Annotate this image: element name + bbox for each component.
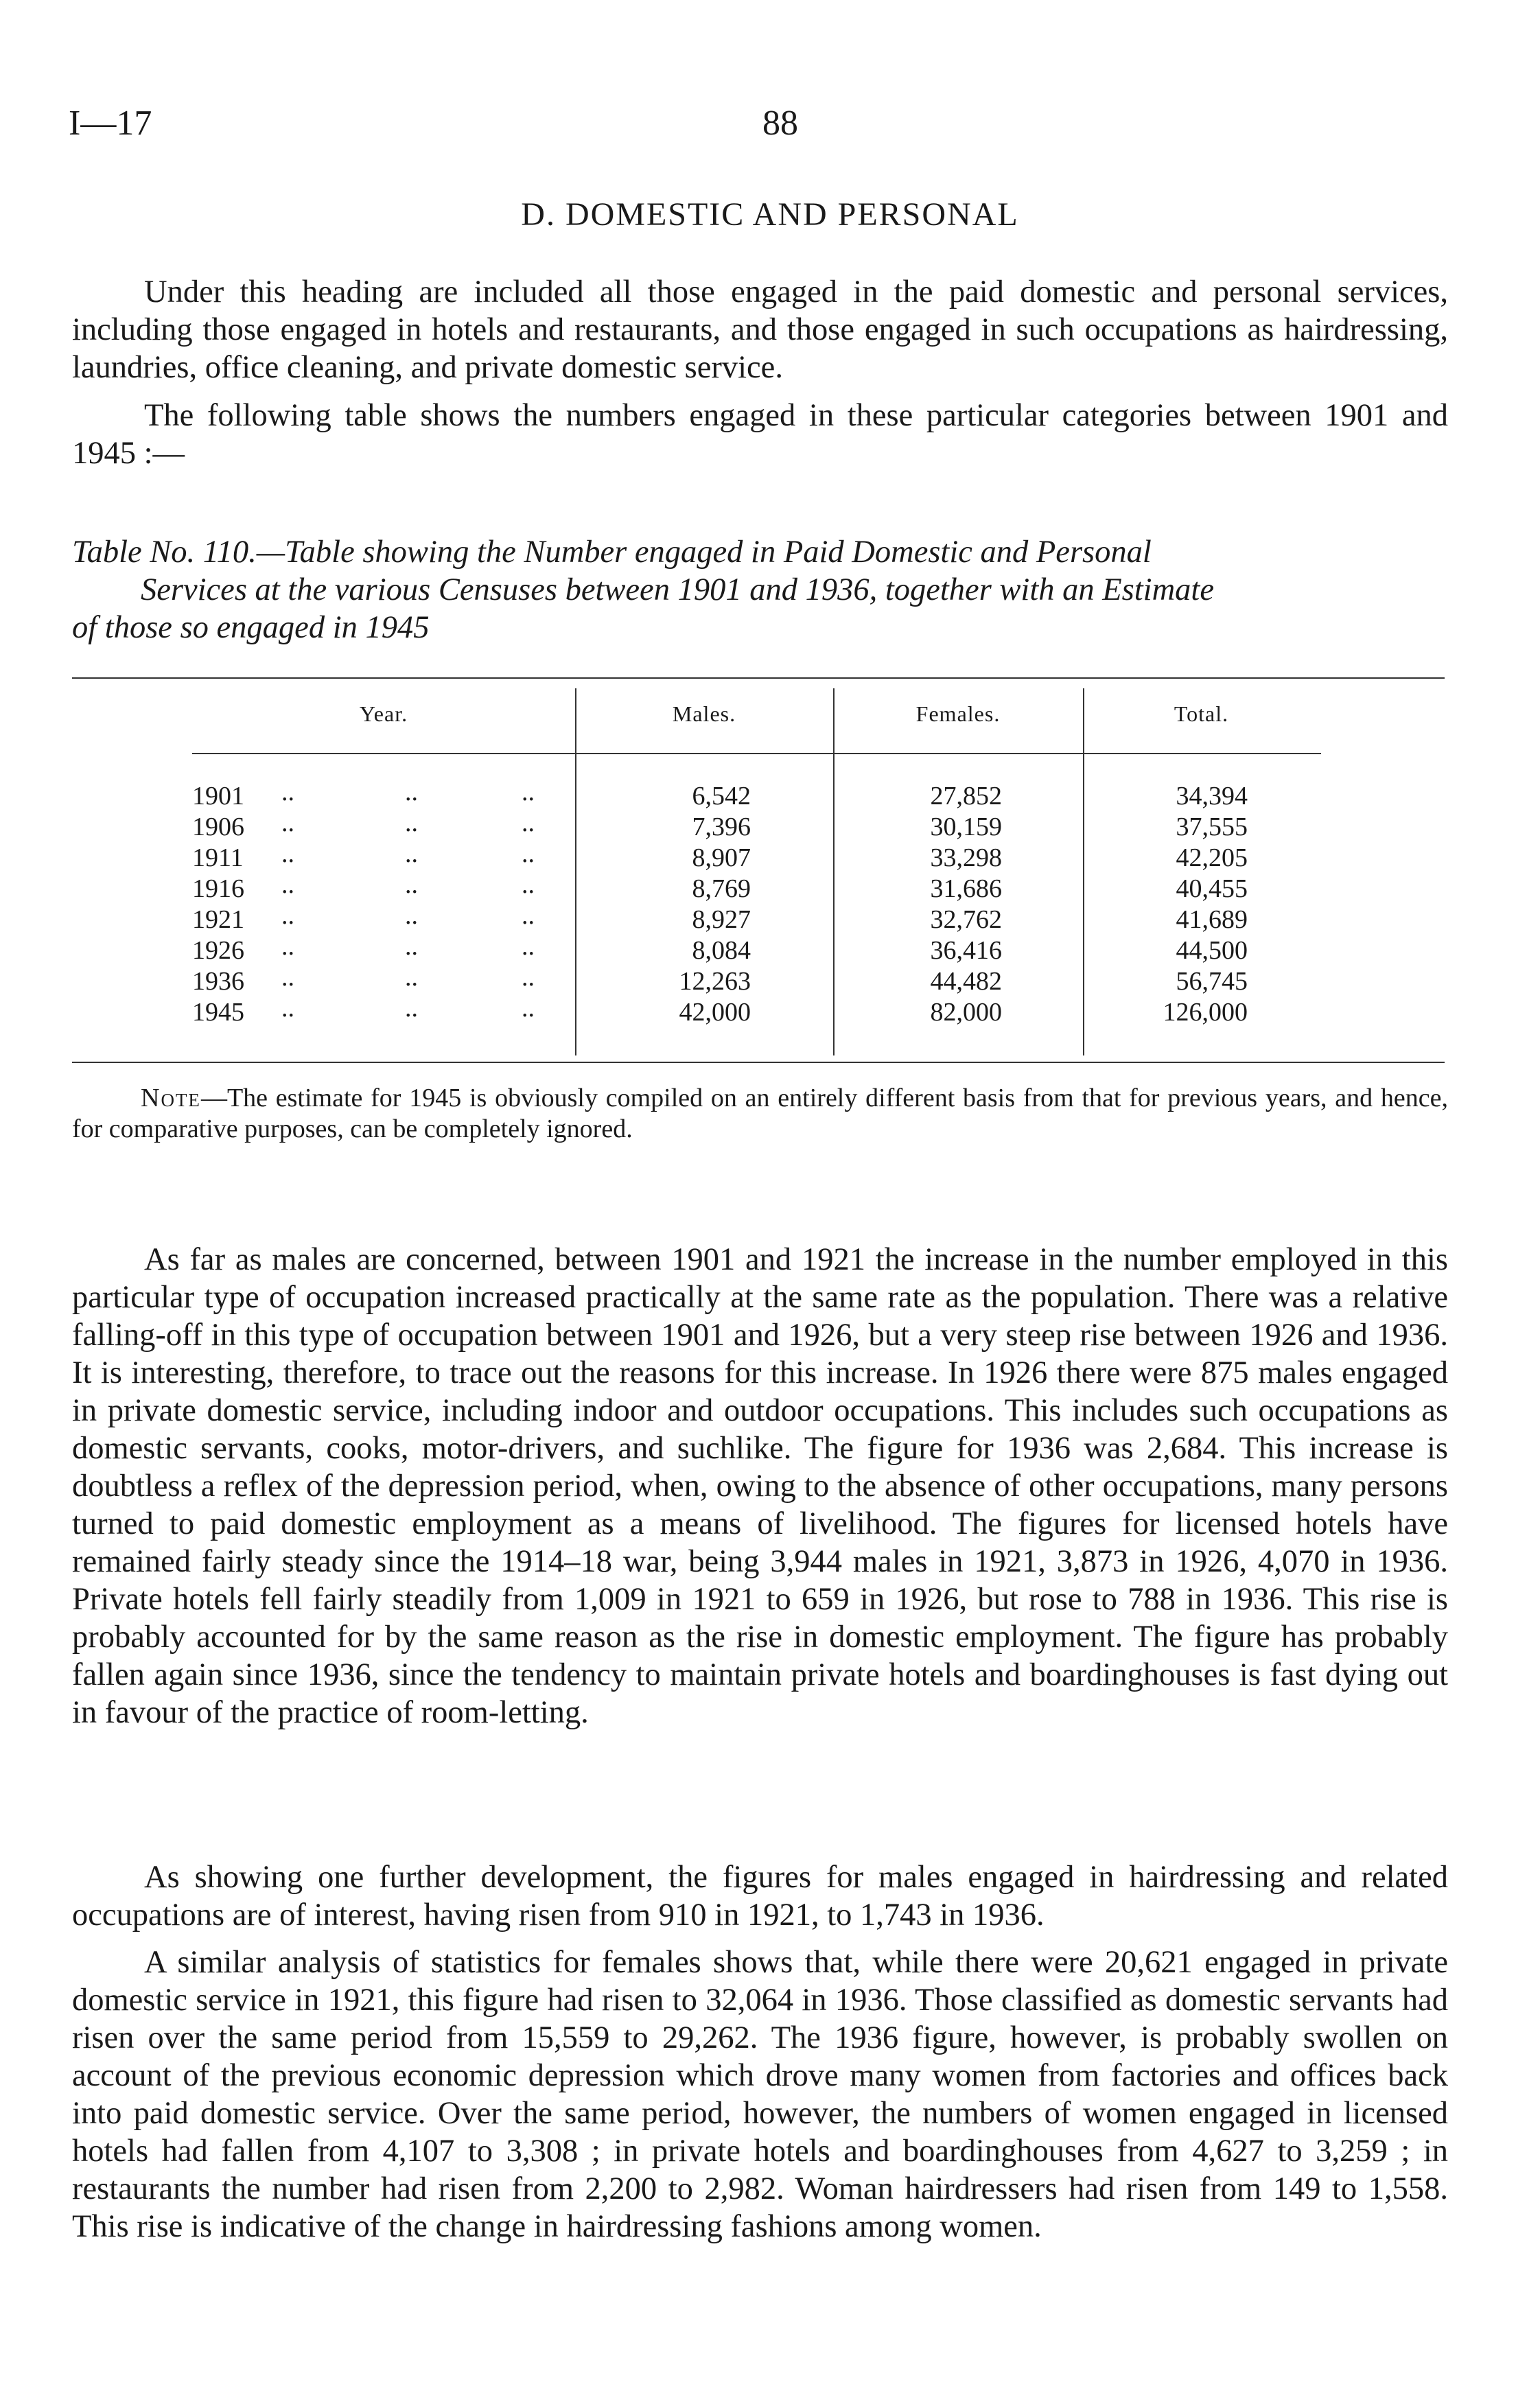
- table-bottom-rule: [72, 1062, 1445, 1063]
- table-row: 1921 .. .. .. 8,927 32,762 41,689: [192, 901, 1248, 934]
- note-text: —The estimate for 1945 is obviously compiled on an entirely different basis from that for previous years, and hence, for comparative purposes, can be completely ignored.: [72, 1084, 1448, 1143]
- hairdressing-paragraph: As showing one further development, the figures for males engaged in hairdressing and related occupations are of interest, having risen from 910 in 1921, to 1,743 in 1936.: [72, 1860, 1448, 1933]
- males-analysis-paragraph: As far as males are concerned, between 1901 and 1921 the increase in the number employed in this particular type of occupation increased practically at the same rate as the population. There was a relative falling-off in this type of occupation between 1901 and 1926, but a very steep rise between 1926 and 1936. It is interesting, therefore, to trace out the reasons for this increase. In 1926 there were 875 males engaged in private domestic service, including indoor and outdoor occupations. This includes such occupations as domestic servants, cooks, motor-drivers, and suchlike. The figure for 1936 was 2,684. This increase is doubtless a reflex of the depression period, when, owing to the absence of other occupations, many persons turned to paid domestic employment as a means of livelihood. The figures for licensed hotels have remained fairly steady since the 1914–18 war, being 3,944 males in 1921, 3,873 in 1926, 4,070 in 1936. Private hotels fell fairly steadily from 1,009 in 1921 to 659 in 1926, but rose to 788 in 1936. This rise is probably accounted for by the same reason as the rise in domestic employment. The figure has probably fallen again since 1936, since the tendency to maintain private hotels and boardinghouses is fast dying out in favour of the practice of room-letting.: [72, 1242, 1448, 1730]
- cell-total: 44,500: [1176, 936, 1248, 965]
- cell-males: 8,907: [692, 843, 751, 872]
- table-row: 1916 .. .. .. 8,769 31,686 40,455: [192, 870, 1248, 903]
- table-row: 1926 .. .. .. 8,084 36,416 44,500: [192, 932, 1248, 965]
- cell-females: 30,159: [930, 813, 1002, 841]
- cell-males: 12,263: [679, 967, 751, 996]
- cell-females: 27,852: [930, 782, 1002, 810]
- cell-year: 1901: [192, 782, 244, 810]
- cell-females: 32,762: [930, 905, 1002, 934]
- page-number: 88: [762, 104, 798, 143]
- cell-total: 56,745: [1176, 967, 1248, 996]
- cell-females: 36,416: [930, 936, 1002, 965]
- cell-year: 1936: [192, 967, 244, 996]
- cell-females: 33,298: [930, 843, 1002, 872]
- cell-year: 1926: [192, 936, 244, 965]
- section-title: D. DOMESTIC AND PERSONAL: [521, 196, 1019, 233]
- table-body: [0, 778, 1540, 1028]
- caption-lead: Table No. 110.: [72, 535, 257, 570]
- table-row: 1911 .. .. .. 8,907 33,298 42,205: [192, 839, 1248, 872]
- table-caption: [72, 533, 1448, 646]
- cell-year: 1906: [192, 813, 244, 841]
- table-header-rule: [192, 753, 1321, 754]
- caption-line-1: [72, 533, 1448, 571]
- page-identifier: I—17: [69, 104, 152, 143]
- note-label: Note: [141, 1084, 201, 1112]
- table-note: [72, 1083, 1448, 1145]
- cell-total: 40,455: [1176, 874, 1248, 903]
- cell-males: 8,927: [692, 905, 751, 934]
- page-header: [69, 103, 1478, 151]
- table-intro-paragraph: The following table shows the numbers engaged in these particular categories between 1901 and 1945 :—: [72, 398, 1448, 471]
- cell-males: 8,084: [692, 936, 751, 965]
- cell-total: 126,000: [1163, 998, 1248, 1027]
- cell-year: 1921: [192, 905, 244, 934]
- cell-total: 34,394: [1176, 782, 1248, 810]
- column-header-females: Females.: [915, 701, 1001, 726]
- table-row: 1936 .. .. .. 12,263 44,482 56,745: [192, 963, 1248, 996]
- intro-paragraph: Under this heading are included all those engaged in the paid domestic and personal services, including those engaged in hotels and restaurants, and those engaged in such occupations as hairdressing, laundries, office cleaning, and private domestic service.: [72, 275, 1448, 385]
- column-header-males: Males.: [672, 701, 736, 726]
- caption-line-3: of those so engaged in 1945: [72, 610, 430, 645]
- cell-males: 6,542: [692, 782, 751, 810]
- table-top-rule: [72, 677, 1445, 679]
- females-analysis-paragraph: A similar analysis of statistics for females shows that, while there were 20,621 engaged in private domestic service in 1921, this figure had risen to 32,064 in 1936. Those classified as domestic servants had risen over the same period from 15,559 to 29,262. The 1936 figure, however, is probably swollen on account of the previous economic depression which drove many women from factories and offices back into paid domestic service. Over the same period, however, the numbers of women engaged in licensed hotels had fallen from 4,107 to 3,308 ; in private hotels and boardinghouses from 4,627 to 3,259 ; in restaurants the number had risen from 2,200 to 2,982. Woman hairdressers had risen from 149 to 1,558. This rise is indicative of the change in hairdressing fashions among women.: [72, 1945, 1448, 2244]
- cell-total: 41,689: [1176, 905, 1248, 934]
- cell-total: 42,205: [1176, 843, 1248, 872]
- table-row: 1906 .. .. .. 7,396 30,159 37,555: [192, 808, 1248, 841]
- caption-line-1-text: —Table showing the Number engaged in Paid Domestic and Personal: [256, 535, 1152, 570]
- column-header-total: Total.: [1174, 701, 1229, 726]
- cell-males: 42,000: [679, 998, 751, 1027]
- cell-year: 1945: [192, 998, 244, 1027]
- cell-year: 1916: [192, 874, 244, 903]
- cell-females: 31,686: [930, 874, 1002, 903]
- cell-males: 7,396: [692, 813, 751, 841]
- cell-total: 37,555: [1176, 813, 1248, 841]
- table-row: 1945 .. .. .. 42,000 82,000 126,000: [192, 994, 1248, 1027]
- cell-males: 8,769: [692, 874, 751, 903]
- column-header-year: Year.: [359, 701, 408, 726]
- cell-females: 82,000: [930, 998, 1002, 1027]
- table-row: 1901 .. .. .. 6,542 27,852 34,394: [192, 778, 1248, 810]
- caption-line-2: Services at the various Censuses between 1901 and 1936, together with an Estimate: [141, 572, 1214, 607]
- cell-year: 1911: [192, 843, 244, 872]
- cell-females: 44,482: [930, 967, 1002, 996]
